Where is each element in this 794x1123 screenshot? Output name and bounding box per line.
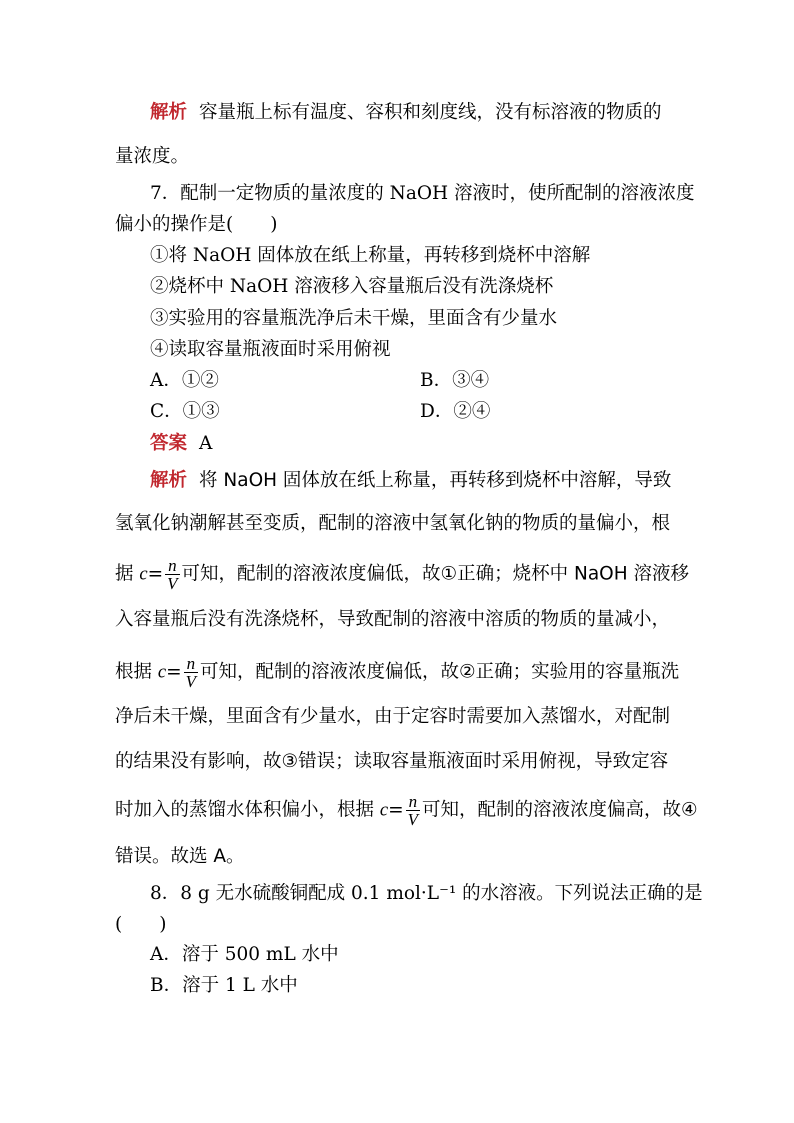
q7-stem-line-1: 7．配制一定物质的量浓度的 NaOH 溶液时，使所配制的溶液浓度 bbox=[150, 183, 695, 204]
q7-option-b: B．③④ bbox=[420, 370, 490, 391]
q8-option-b: B．溶于 1 L 水中 bbox=[150, 975, 298, 996]
q7-item-1: ①将 NaOH 固体放在纸上称量，再转移到烧杯中溶解 bbox=[150, 245, 591, 266]
formula-eq: = bbox=[147, 563, 164, 585]
analysis-2-text-1: 将 NaOH 固体放在纸上称量，再转移到烧杯中溶解，导致 bbox=[199, 470, 672, 491]
q7-item-2: ②烧杯中 NaOH 溶液移入容量瓶后没有洗涤烧杯 bbox=[150, 276, 554, 297]
q7-answer bbox=[150, 432, 212, 456]
formula-eq: = bbox=[166, 661, 182, 683]
formula-eq: = bbox=[388, 799, 404, 821]
q7-option-a: A．①② bbox=[150, 370, 219, 391]
analysis-1-line-2: 量浓度。 bbox=[115, 146, 190, 167]
q8-stem-line-2: ( ) bbox=[115, 914, 167, 935]
q7-option-d: D．②④ bbox=[420, 401, 491, 422]
analysis-2-line-7: 的结果没有影响，故③错误；读取容量瓶液面时采用俯视，导致定容 bbox=[115, 751, 669, 772]
analysis-2-line-9: 错误。故选 A。 bbox=[115, 846, 245, 867]
answer-label: 答案 bbox=[150, 433, 188, 454]
analysis-2-line-3: 据 c= $\frac{n}{V}$ 可知，配制的溶液浓度偏低，故①正确；烧杯中 NaOH 溶液移 bbox=[115, 556, 690, 593]
formula-fraction: $\frac{n}{V}$ bbox=[185, 654, 197, 691]
q8-stem-line-1: 8．8 g 无水硫酸铜配成 0.1 mol·L⁻¹ 的水溶液。下列说法正确的是 bbox=[150, 883, 703, 904]
analysis-1-text-1: 容量瓶上标有温度、容积和刻度线，没有标溶液的物质的 bbox=[199, 102, 662, 123]
formula-lhs: c bbox=[157, 662, 167, 683]
formula-fraction: $\frac{n}{V}$ bbox=[167, 556, 178, 593]
analysis-2-line-1 bbox=[150, 469, 671, 493]
formula-fraction: $\frac{n}{V}$ bbox=[407, 792, 419, 829]
q7-item-4: ④读取容量瓶液面时采用俯视 bbox=[150, 339, 391, 360]
q7-item-3: ③实验用的容量瓶洗净后未干燥，里面含有少量水 bbox=[150, 308, 558, 329]
q8-option-a: A．溶于 500 mL 水中 bbox=[150, 944, 339, 965]
analysis-2-line-6: 净后未干燥，里面含有少量水，由于定容时需要加入蒸馏水，对配制 bbox=[115, 706, 671, 727]
formula-lhs: c bbox=[139, 564, 148, 585]
analysis-2-line-2: 氢氧化钠潮解甚至变质，配制的溶液中氢氧化钠的物质的量偏小，根 bbox=[115, 513, 671, 534]
analysis-label: 解析 bbox=[150, 102, 188, 123]
analysis-label: 解析 bbox=[150, 470, 188, 491]
analysis-2-line-5: 根据 c= $\frac{n}{V}$ 可知，配制的溶液浓度偏低，故②正确；实验用的容量瓶洗 bbox=[115, 654, 680, 691]
q7-option-c: C．①③ bbox=[150, 401, 220, 422]
analysis-2-line-4: 入容量瓶后没有洗涤烧杯，导致配制的溶液中溶质的物质的量减小， bbox=[115, 609, 671, 630]
answer-value: A bbox=[199, 433, 213, 454]
analysis-2-line-8: 时加入的蒸馏水体积偏小，根据 c= $\frac{n}{V}$ 可知，配制的溶液浓度偏高，故④ bbox=[115, 792, 698, 829]
q7-stem-line-2: 偏小的操作是( ) bbox=[115, 214, 278, 235]
analysis-1-line-1 bbox=[150, 101, 662, 125]
formula-lhs: c bbox=[379, 800, 389, 821]
